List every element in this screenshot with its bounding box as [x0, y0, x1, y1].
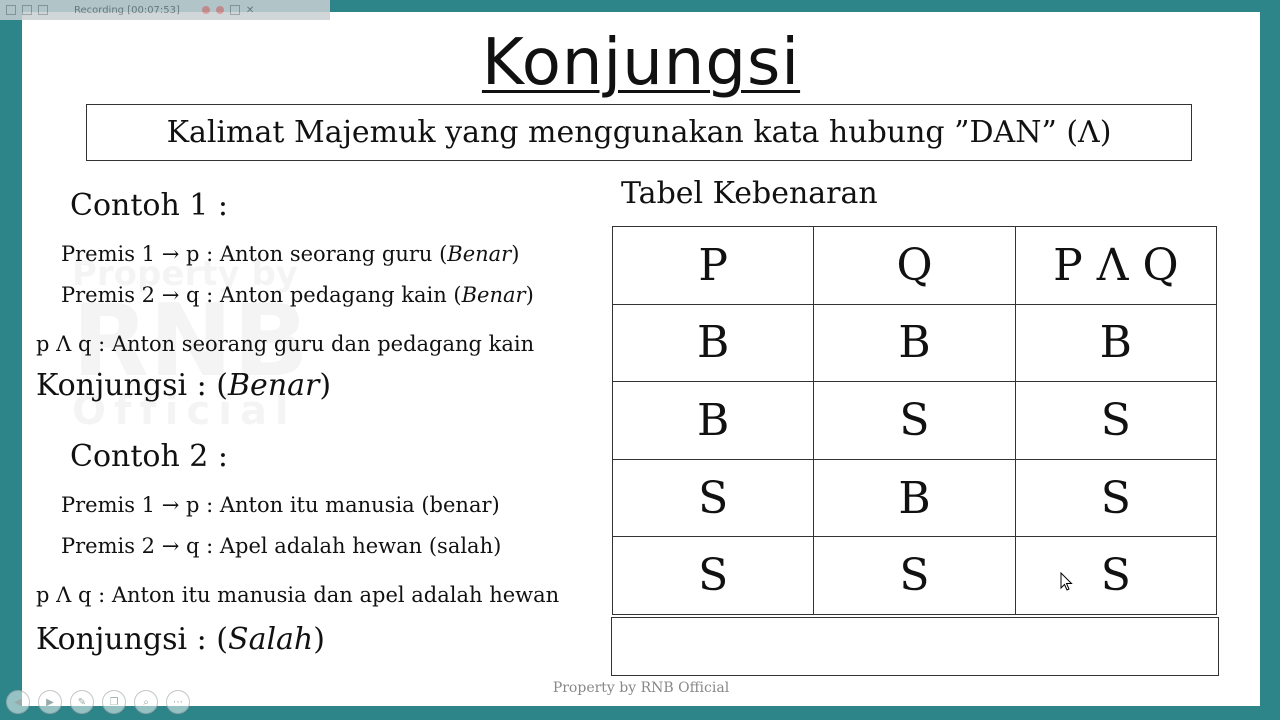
- example-1-premis-1: Premis 1 → p : Anton seorang guru (Benar): [61, 242, 520, 266]
- premis-text: Premis 1 → p : Anton seorang guru (: [61, 242, 448, 266]
- table-header: Q: [814, 227, 1015, 305]
- close-icon[interactable]: ✕: [245, 4, 255, 16]
- definition-text: Kalimat Majemuk yang menggunakan kata hubung ”DAN” (Λ): [166, 115, 1112, 150]
- result-label: Konjungsi : (: [36, 368, 229, 403]
- table-cell: B: [613, 382, 814, 460]
- result-value: Benar: [228, 368, 320, 403]
- table-cell: S: [1015, 537, 1216, 615]
- table-cell: S: [814, 537, 1015, 615]
- empty-answer-box: [611, 617, 1219, 676]
- zoom-icon[interactable]: ⌕: [134, 690, 158, 714]
- camera-icon[interactable]: [230, 5, 240, 15]
- record-icon[interactable]: [202, 6, 210, 14]
- table-cell: S: [1015, 382, 1216, 460]
- table-cell: S: [1015, 459, 1216, 537]
- window-icon[interactable]: [6, 5, 16, 15]
- truth-table-title: Tabel Kebenaran: [621, 176, 878, 211]
- prev-icon[interactable]: ◀: [6, 690, 30, 714]
- definition-box: [86, 104, 1192, 161]
- table-header: P: [613, 227, 814, 305]
- example-2-premis-2: Premis 2 → q : Apel adalah hewan (salah): [61, 534, 502, 558]
- footer-credit: Property by RNB Official: [552, 680, 730, 696]
- example-1-heading: Contoh 1 :: [70, 188, 229, 223]
- table-cell: B: [814, 304, 1015, 382]
- table-cell: B: [1015, 304, 1216, 382]
- example-2-result: Konjungsi : (Salah): [36, 622, 325, 657]
- example-2-heading: Contoh 2 :: [70, 439, 229, 474]
- example-2-conjunction: p Λ q : Anton itu manusia dan apel adalah hewan: [36, 583, 560, 607]
- mouse-cursor-icon: [1060, 572, 1074, 592]
- truth-value: Benar: [461, 283, 526, 307]
- example-2-premis-1: Premis 1 → p : Anton itu manusia (benar): [61, 493, 500, 517]
- table-row: [613, 459, 1217, 537]
- example-1-result: Konjungsi : (Benar): [36, 368, 332, 403]
- copy-icon[interactable]: ❐: [102, 690, 126, 714]
- example-1-conjunction: p Λ q : Anton seorang guru dan pedagang kain: [36, 332, 535, 356]
- truth-value: Benar: [447, 242, 512, 266]
- slide: [22, 12, 1260, 706]
- table-header: P Λ Q: [1015, 227, 1216, 305]
- table-cell: B: [613, 304, 814, 382]
- premis-text: Premis 2 → q : Anton pedagang kain (: [61, 283, 462, 307]
- layout-icon[interactable]: [22, 5, 32, 15]
- result-value: Salah: [228, 622, 314, 657]
- table-cell: S: [814, 382, 1015, 460]
- result-label: Konjungsi : (: [36, 622, 229, 657]
- screen-icon[interactable]: [38, 5, 48, 15]
- slideshow-controls: [6, 690, 190, 714]
- table-row: [613, 382, 1217, 460]
- recording-toolbar: [0, 0, 330, 20]
- play-icon[interactable]: ▶: [38, 690, 62, 714]
- pen-icon[interactable]: ✎: [70, 690, 94, 714]
- truth-table: [612, 226, 1217, 615]
- stop-icon[interactable]: [216, 6, 224, 14]
- recording-status: Recording [00:07:53]: [74, 4, 180, 16]
- table-row: [613, 304, 1217, 382]
- table-row: [613, 537, 1217, 615]
- slide-title: Konjungsi: [481, 26, 801, 100]
- table-cell: B: [814, 459, 1015, 537]
- table-header-row: [613, 227, 1217, 305]
- table-cell: S: [613, 537, 814, 615]
- table-cell: S: [613, 459, 814, 537]
- example-1-premis-2: Premis 2 → q : Anton pedagang kain (Benar): [61, 283, 534, 307]
- more-icon[interactable]: ⋯: [166, 690, 190, 714]
